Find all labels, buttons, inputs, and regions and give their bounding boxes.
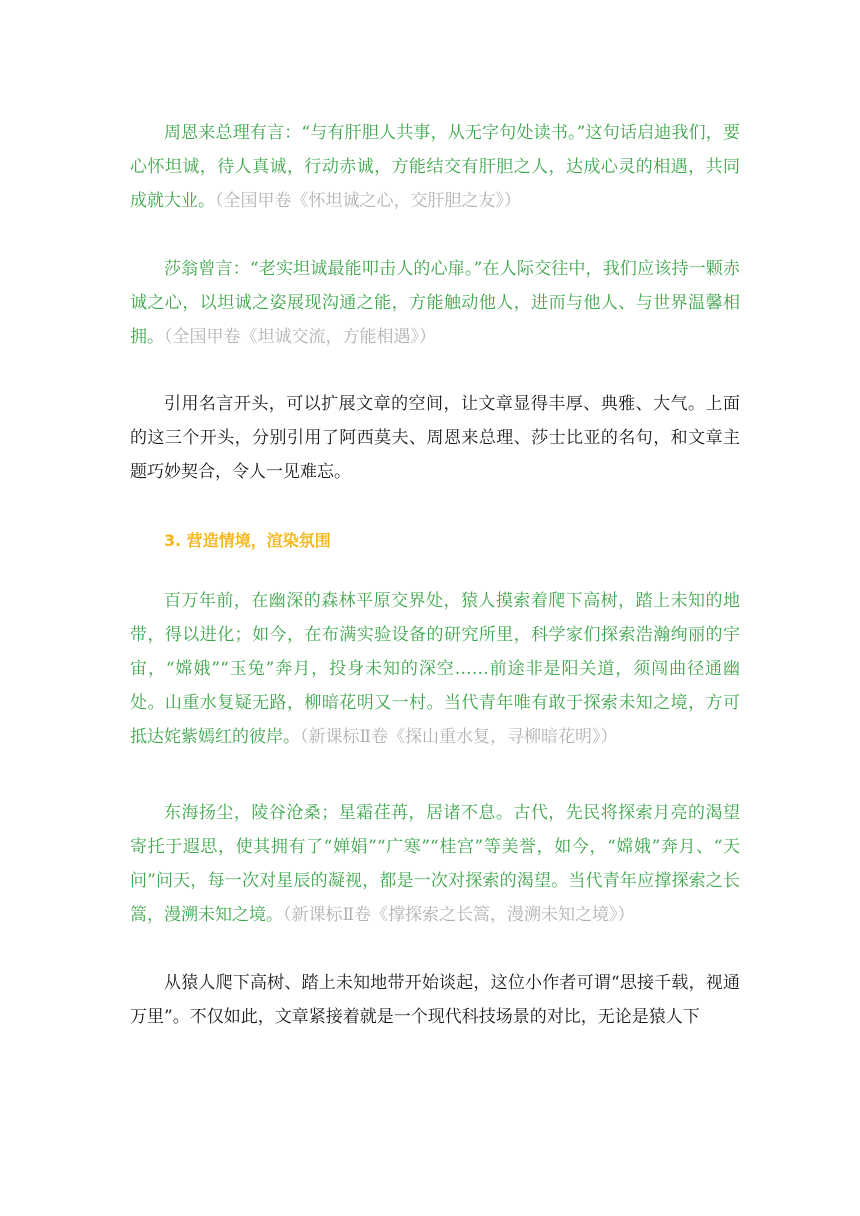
paragraph-source: （全国甲卷《怀坦诚之心，交肝胆之友》） — [215, 191, 521, 211]
paragraph-text: 引用名言开头，可以扩展文章的空间，让文章显得丰厚、典雅、大气。上面的这三个开头，分别引用了阿西莫夫、周恩来总理、莎士比亚的名句，和文章主题巧妙契合，令人一见难忘。 — [130, 394, 740, 482]
paragraph-commentary-quotes — [130, 387, 740, 489]
paragraph-source: （新课标Ⅱ卷《撑探索之长篙，漫溯未知之境》） — [283, 905, 635, 925]
paragraph-shakespeare-quote — [130, 252, 740, 354]
paragraph-text: 莎翁曾言：“老实坦诚最能叩击人的心扉。”在人际交往中，我们应该持一颗赤诚之心，以坦诚之姿展现沟通之能，方能触动他人，进而与他人、与世界温馨相拥。 — [130, 259, 740, 347]
paragraph-text: 从猿人爬下高树、踏上未知地带开始谈起，这位小作者可谓“思接千载，视通万里”。不仅如此，文章紧接着就是一个现代科技场景的对比，无论是猿人下 — [130, 973, 740, 1027]
paragraph-text: 百万年前，在幽深的森林平原交界处，猿人摸索着爬下高树，踏上未知的地带，得以进化；如今，在布满实验设备的研究所里，科学家们探索浩瀚绚丽的宇宙，“嫦娥”“玉兔”奔月，投身未知的深空……前途非是阳关道，须闯曲径通幽处。山重水复疑无路，柳暗花明又一村。当代青年唯有敢于探索未知之境，方可抵达姹紫嫣红的彼岸。 — [130, 591, 740, 747]
paragraph-source: （全国甲卷《坦诚交流，方能相遇》） — [164, 327, 436, 347]
paragraph-ape-man-scene — [130, 584, 740, 754]
paragraph-commentary-scene — [130, 966, 740, 1034]
section-heading: 3. 营造情境，渲染氛围 — [164, 531, 331, 550]
paragraph-zhou-enlai-quote — [130, 116, 740, 218]
paragraph-text: 周恩来总理有言：“与有肝胆人共事，从无字句处读书。”这句话启迪我们，要心怀坦诚，待人真诚，行动赤诚，方能结交有肝胆之人，达成心灵的相遇，共同成就大业。 — [130, 123, 740, 211]
paragraph-text: 东海扬尘，陵谷沧桑；星霜荏苒，居诸不息。古代，先民将探索月亮的渴望寄托于遐思，使其拥有了“婵娟”“广寒”“桂宫”等美誉，如今，“嫦娥”奔月、“天问”问天，每一次对星辰的凝视，都是一次对探索的渴望。当代青年应撑探索之长篙，漫溯未知之境。 — [130, 803, 740, 925]
paragraph-source: （新课标Ⅱ卷《探山重水复，寻柳暗花明》） — [300, 727, 618, 747]
paragraph-moon-exploration — [130, 796, 740, 932]
